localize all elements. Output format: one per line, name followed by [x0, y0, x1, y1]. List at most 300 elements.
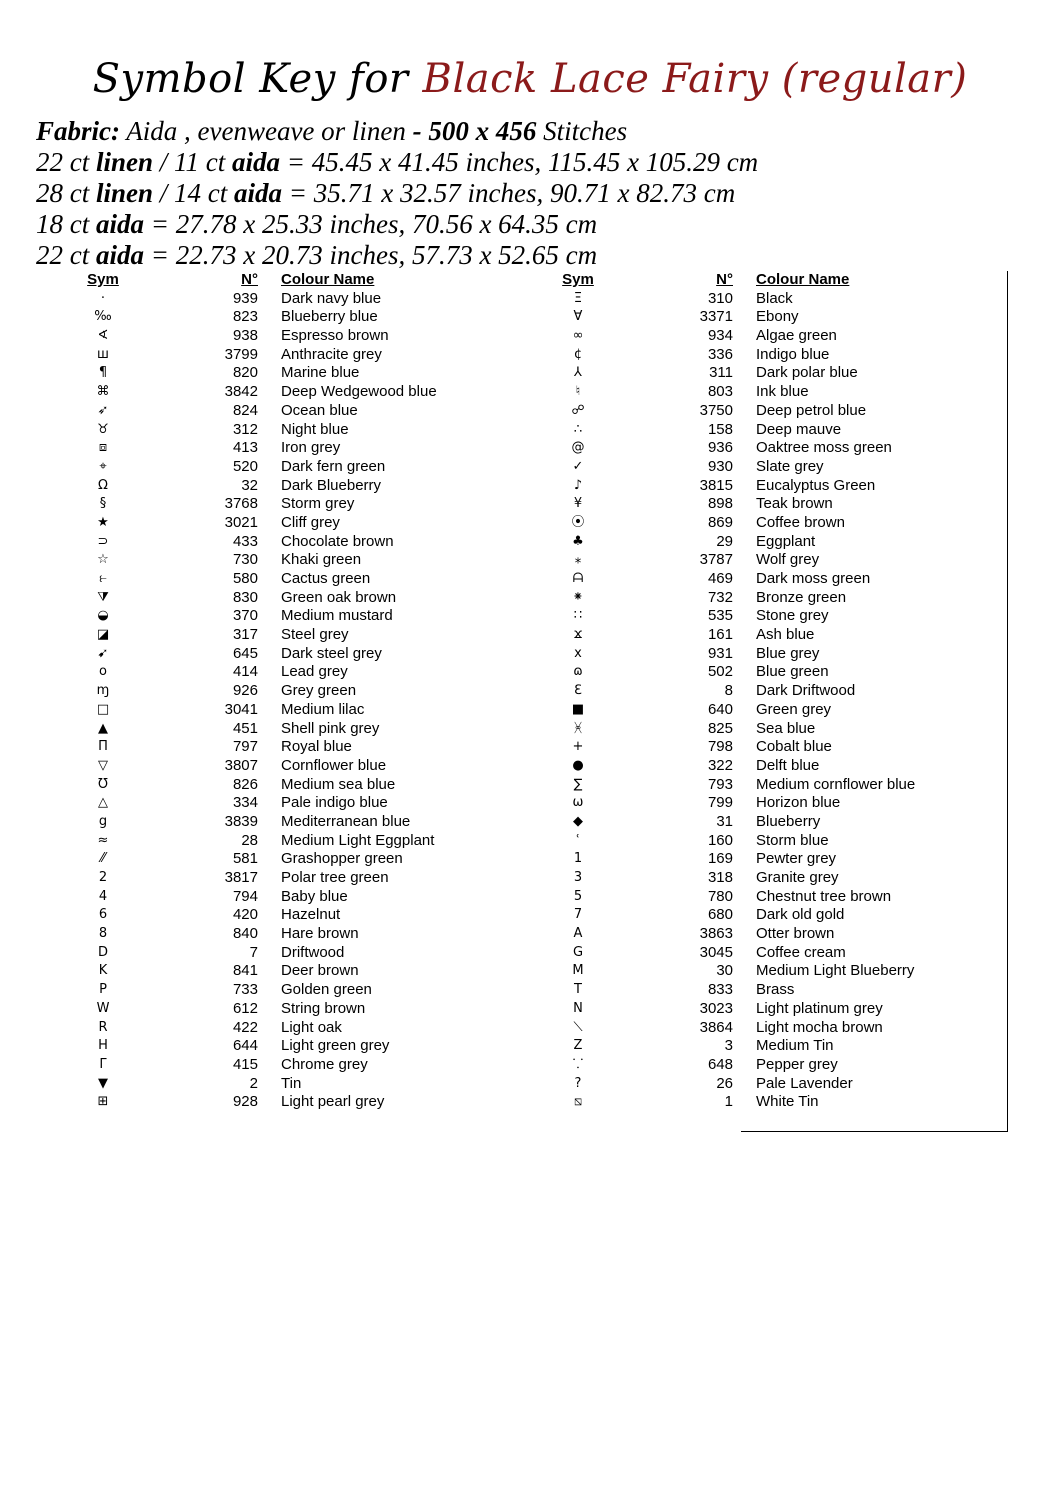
colour-name-cell: Medium Light Eggplant [281, 831, 435, 849]
number-cell: 936 [707, 439, 733, 457]
colour-name-cell: Dark fern green [281, 457, 386, 475]
symbol-cell: ◒ [97, 608, 109, 624]
colour-name-cell: Iron grey [281, 439, 341, 457]
symbol-cell: G [572, 944, 584, 960]
header-number: N° [241, 271, 258, 288]
number-cell: 939 [232, 289, 258, 307]
number-cell: 29 [716, 532, 733, 550]
colour-name-cell: Medium cornflower blue [756, 775, 916, 793]
number-cell: 824 [232, 401, 258, 419]
number-cell: 413 [232, 439, 258, 457]
symbol-cell: Ʊ [98, 776, 108, 792]
colour-name-cell: Chrome grey [281, 1055, 368, 1073]
symbol-cell: ∷ [573, 608, 583, 624]
table-row [535, 850, 975, 869]
number-cell: 3787 [699, 551, 733, 569]
number-cell: 797 [232, 738, 258, 756]
table-row [535, 906, 975, 925]
table-row [60, 794, 500, 813]
number-cell: 733 [232, 981, 258, 999]
colour-name-cell: Coffee cream [756, 943, 846, 961]
spec-text: 18 ct [36, 209, 96, 239]
symbol-cell: ● [572, 757, 584, 773]
symbol-cell: Ξ [573, 290, 583, 306]
number-cell: 612 [232, 999, 258, 1017]
colour-name-cell: Marine blue [281, 364, 360, 382]
spec-fabric-text: Aida , evenweave or linen [120, 116, 413, 146]
table-row [535, 458, 975, 477]
symbol-cell: M [572, 963, 584, 979]
spec-22ct-aida [36, 240, 1036, 271]
number-cell: 3817 [224, 869, 258, 886]
symbol-cell: □ [96, 701, 110, 717]
number-cell: 798 [707, 738, 733, 756]
table-row [60, 477, 500, 496]
colour-name-cell: Medium lilac [281, 700, 365, 718]
colour-name-cell: Green oak brown [281, 588, 397, 606]
number-cell: 928 [232, 1093, 258, 1111]
symbol-cell: R [98, 1019, 108, 1035]
number-cell: 8 [724, 682, 733, 700]
symbol-cell: K [98, 963, 108, 979]
colour-name-cell: Green grey [756, 700, 832, 718]
symbol-cell: A [573, 926, 583, 942]
symbol-cell: ¶ [98, 365, 108, 381]
table-row [535, 682, 975, 701]
table-row [60, 402, 500, 421]
number-cell: 825 [707, 719, 733, 737]
symbol-cell: ⊃ [97, 533, 109, 549]
number-cell: 469 [707, 570, 733, 587]
number-cell: 898 [707, 495, 733, 513]
colour-name-cell: Dark steel grey [281, 644, 382, 662]
symbol-cell: ☍ [571, 402, 585, 418]
number-cell: 3815 [699, 476, 733, 494]
number-cell: 451 [232, 719, 258, 737]
symbol-cell: · [100, 290, 106, 306]
table-row [60, 906, 500, 925]
symbol-cell: 8 [98, 926, 108, 942]
symbol-cell: ω [572, 795, 584, 811]
symbol-cell: ɷ [573, 664, 583, 680]
table-row [535, 589, 975, 608]
colour-name-cell: Horizon blue [756, 794, 841, 812]
symbol-cell: ⧩ [97, 589, 109, 605]
table-row [535, 290, 975, 309]
colour-name-cell: Light platinum grey [756, 999, 883, 1017]
number-cell: 3 [724, 1037, 733, 1055]
symbol-cell: ✓ [572, 458, 584, 474]
spec-text: 22 ct [36, 240, 96, 270]
symbol-cell: ➹ [97, 645, 109, 661]
number-cell: 823 [232, 308, 258, 326]
symbol-cell: ♪ [573, 477, 583, 493]
spec-fabric-sep: - [412, 116, 429, 146]
number-cell: 3807 [224, 756, 258, 774]
table-row [535, 794, 975, 813]
spec-fabric [36, 116, 1036, 147]
number-cell: 311 [709, 364, 733, 382]
symbol-table-right [535, 271, 975, 1112]
number-cell: 930 [707, 457, 733, 475]
colour-name-cell: Chestnut tree brown [756, 887, 892, 905]
number-cell: 3839 [224, 812, 258, 830]
colour-name-cell: Mediterranean blue [281, 812, 411, 830]
number-cell: 3799 [224, 345, 258, 363]
table-row [60, 1037, 500, 1056]
table-row [535, 925, 975, 944]
symbol-cell: P [99, 982, 107, 998]
number-cell: 3045 [699, 943, 733, 961]
colour-name-cell: Storm blue [756, 831, 829, 849]
symbol-cell: ➶ [97, 402, 109, 418]
table-row [60, 607, 500, 626]
symbol-cell: ⥼ [99, 571, 107, 586]
spec-28ct-linen [36, 178, 1036, 209]
number-cell: 31 [716, 812, 733, 830]
symbol-cell: 6 [98, 907, 108, 923]
colour-name-cell: Pale indigo blue [281, 794, 388, 812]
colour-name-cell: Black [756, 289, 793, 307]
number-cell: 520 [232, 457, 258, 475]
symbol-table-left [60, 271, 500, 1112]
colour-name-cell: Deep Wedgewood blue [281, 383, 437, 401]
table-row [535, 551, 975, 570]
number-cell: 833 [707, 981, 733, 999]
number-cell: 803 [707, 383, 733, 401]
table-row [535, 962, 975, 981]
number-cell: 645 [232, 644, 258, 662]
fabric-specs [36, 116, 1036, 271]
symbol-cell: + [572, 739, 584, 755]
table-row [60, 682, 500, 701]
colour-name-cell: Stone grey [756, 607, 829, 625]
symbol-cell: 4 [98, 888, 108, 904]
symbol-cell: ∢ [97, 328, 109, 344]
number-cell: 730 [232, 551, 258, 569]
colour-name-cell: String brown [281, 999, 366, 1017]
colour-name-cell: Pepper grey [756, 1055, 838, 1073]
spec-fabric-label: Fabric: [36, 116, 120, 146]
table-row [535, 327, 975, 346]
symbol-cell: ■ [571, 701, 585, 717]
symbol-cell: ⁎ [574, 552, 582, 568]
number-cell: 32 [241, 476, 258, 494]
number-cell: 336 [707, 345, 733, 363]
colour-name-cell: Light mocha brown [756, 1018, 883, 1036]
symbol-cell: 7 [573, 907, 583, 923]
colour-name-cell: Blueberry [756, 812, 821, 830]
number-cell: 830 [232, 588, 258, 606]
number-cell: 3863 [699, 925, 733, 943]
number-cell: 310 [707, 289, 733, 307]
number-cell: 317 [232, 626, 258, 644]
table-row [60, 720, 500, 739]
colour-name-cell: Ocean blue [281, 401, 358, 419]
table-row [60, 346, 500, 365]
colour-name-cell: Light oak [281, 1018, 342, 1036]
spec-text: = 22.73 x 20.73 inches, 57.73 x 52.65 cm [144, 240, 598, 270]
symbol-cell: 1 [573, 851, 583, 867]
number-cell: 934 [707, 327, 733, 345]
symbol-cell: ϫ [573, 627, 583, 643]
symbol-cell: Ω [98, 477, 108, 493]
colour-name-cell: Blueberry blue [281, 308, 378, 326]
colour-name-cell: Dark polar blue [756, 364, 858, 382]
number-cell: 318 [707, 869, 733, 886]
colour-name-cell: Granite grey [756, 869, 839, 886]
table-border-bottom [741, 1131, 1008, 1132]
symbol-cell: ⁄⁄ [100, 851, 106, 867]
symbol-cell: N [573, 1000, 583, 1016]
table-row [60, 776, 500, 795]
colour-name-cell: Ash blue [756, 626, 815, 644]
colour-name-cell: Hazelnut [281, 906, 341, 924]
colour-name-cell: Khaki green [281, 551, 362, 569]
colour-name-cell: Cliff grey [281, 513, 340, 531]
number-cell: 840 [232, 925, 258, 943]
number-cell: 3864 [699, 1018, 733, 1036]
symbol-cell: ∴ [573, 421, 583, 437]
spec-bold: linen [96, 147, 154, 177]
colour-name-cell: Dark Driftwood [756, 682, 856, 700]
colour-name-cell: Dark moss green [756, 570, 871, 587]
table-row [535, 720, 975, 739]
symbol-cell: ◆ [573, 813, 583, 829]
table-row [60, 1056, 500, 1075]
table-row [60, 308, 500, 327]
table-row [535, 1019, 975, 1038]
colour-name-cell: Deep mauve [756, 420, 842, 438]
symbol-cell: ⧈ [98, 440, 108, 456]
table-row [60, 421, 500, 440]
table-row [60, 589, 500, 608]
number-cell: 799 [707, 794, 733, 812]
symbol-cell: ▼ [98, 1075, 108, 1091]
pattern-name: Black Lace Fairy (regular) [422, 56, 968, 102]
table-row [60, 290, 500, 309]
spec-bold: linen [96, 178, 154, 208]
number-cell: 7 [249, 943, 258, 961]
colour-name-cell: Ebony [756, 308, 799, 326]
number-cell: 169 [707, 850, 733, 868]
number-cell: 648 [707, 1055, 733, 1073]
number-cell: 680 [707, 906, 733, 924]
spec-text: 28 ct [36, 178, 96, 208]
symbol-cell: x [574, 645, 582, 661]
table-row [60, 383, 500, 402]
symbol-cell: ‰ [94, 309, 112, 325]
table-row [60, 1075, 500, 1094]
table-row [60, 1000, 500, 1019]
symbol-cell: H [98, 1038, 108, 1054]
colour-name-cell: Cornflower blue [281, 756, 387, 774]
spec-bold: aida [232, 147, 281, 177]
symbol-cell: ⦿ [571, 514, 585, 530]
colour-name-cell: Cobalt blue [756, 738, 832, 756]
number-cell: 820 [232, 364, 258, 382]
spec-fabric-suffix: Stitches [536, 116, 628, 146]
symbol-cell: ᚸ [574, 720, 582, 736]
colour-name-cell: Brass [756, 981, 795, 999]
symbol-cell: ▲ [98, 720, 108, 736]
colour-name-cell: Golden green [281, 981, 372, 999]
colour-name-cell: Shell pink grey [281, 719, 380, 737]
number-cell: 161 [707, 626, 733, 644]
colour-name-cell: Indigo blue [756, 345, 830, 363]
number-cell: 3768 [224, 495, 258, 513]
symbol-cell: W [96, 1000, 110, 1016]
table-row [60, 757, 500, 776]
symbol-cell: ★ [97, 514, 109, 530]
table-row [535, 869, 975, 888]
number-cell: 732 [707, 588, 733, 606]
symbol-cell: ◪ [96, 627, 110, 643]
symbol-cell: ∞ [572, 328, 584, 344]
colour-name-cell: Light pearl grey [281, 1093, 385, 1111]
table-row [535, 495, 975, 514]
number-cell: 3041 [224, 700, 258, 718]
colour-name-cell: Cactus green [281, 570, 371, 587]
colour-name-cell: Medium sea blue [281, 775, 396, 793]
symbol-cell: ♮ [575, 384, 581, 400]
symbol-cell: ʿ [576, 832, 580, 848]
colour-name-cell: Espresso brown [281, 327, 389, 345]
symbol-cell: ⸪ [572, 1056, 584, 1072]
table-row [535, 570, 975, 589]
symbol-cell: △ [98, 795, 108, 811]
table-row [60, 850, 500, 869]
colour-name-cell: Night blue [281, 420, 349, 438]
table-row [60, 869, 500, 888]
colour-name-cell: Deep petrol blue [756, 401, 867, 419]
colour-name-cell: Teak brown [756, 495, 833, 513]
symbol-cell: ≈ [97, 832, 109, 848]
symbol-cell: Z [573, 1038, 583, 1054]
table-row [535, 626, 975, 645]
spec-text: = 27.78 x 25.33 inches, 70.56 x 64.35 cm [144, 209, 598, 239]
spec-bold: aida [96, 209, 145, 239]
number-cell: 420 [232, 906, 258, 924]
symbol-cell: ⅄ [574, 365, 582, 381]
number-cell: 640 [707, 700, 733, 718]
symbol-cell: ⧅ [573, 1094, 583, 1110]
header-colour-name: Colour Name [281, 271, 375, 288]
symbol-cell: ∑ [573, 776, 583, 792]
header-sym: Sym [87, 271, 119, 288]
number-cell: 3021 [224, 513, 258, 531]
table-row [60, 813, 500, 832]
table-row [60, 626, 500, 645]
number-cell: 3371 [699, 308, 733, 326]
colour-name-cell: Coffee brown [756, 513, 845, 531]
symbol-cell: ℇ [574, 683, 582, 699]
table-row [535, 701, 975, 720]
symbol-cell: 2 [98, 870, 108, 885]
symbol-cell: Ɐ [573, 309, 583, 325]
table-row [535, 776, 975, 795]
number-cell: 312 [232, 420, 258, 438]
table-row [535, 533, 975, 552]
spec-text: = 45.45 x 41.45 inches, 115.45 x 105.29 cm [280, 147, 759, 177]
header-colour-name: Colour Name [756, 271, 850, 288]
colour-name-cell: Grey green [281, 682, 357, 700]
number-cell: 334 [232, 794, 258, 812]
colour-name-cell: Dark Blueberry [281, 476, 382, 494]
table-row [535, 757, 975, 776]
table-row [60, 551, 500, 570]
symbol-cell: ⁕ [572, 589, 584, 605]
table-row [535, 1075, 975, 1094]
number-cell: 322 [707, 756, 733, 774]
symbol-cell: g [98, 813, 108, 829]
table-row [60, 327, 500, 346]
table-row [60, 832, 500, 851]
spec-text: / 11 ct [153, 147, 233, 177]
number-cell: 794 [232, 887, 258, 905]
number-cell: 415 [232, 1055, 258, 1073]
number-cell: 793 [707, 775, 733, 793]
number-cell: 826 [232, 775, 258, 793]
symbol-cell: Π [98, 739, 108, 755]
symbol-cell: o [99, 664, 107, 680]
number-cell: 780 [707, 887, 733, 905]
colour-name-cell: Dark old gold [756, 906, 845, 924]
colour-name-cell: Deer brown [281, 962, 359, 980]
symbol-cell: ⌘ [96, 384, 110, 400]
symbol-cell: ♣ [572, 533, 584, 549]
table-row [535, 645, 975, 664]
spec-text: / 14 ct [153, 178, 235, 208]
table-row [60, 645, 500, 664]
colour-name-cell: Tin [281, 1074, 302, 1092]
symbol-cell: ? [574, 1075, 582, 1091]
symbol-cell: ¢ [573, 346, 583, 362]
symbol-cell: ▽ [98, 757, 108, 773]
colour-name-cell: Eggplant [756, 532, 816, 550]
symbol-cell: D [97, 944, 108, 960]
table-row [535, 364, 975, 383]
colour-name-cell: Hare brown [281, 925, 359, 943]
colour-name-cell: White Tin [756, 1093, 819, 1111]
number-cell: 370 [232, 607, 258, 625]
table-row [535, 439, 975, 458]
table-row [60, 514, 500, 533]
number-cell: 841 [232, 962, 258, 980]
table-border-right [1007, 271, 1008, 1131]
table-row [60, 364, 500, 383]
table-row [60, 533, 500, 552]
colour-name-cell: Delft blue [756, 756, 820, 774]
colour-name-cell: Bronze green [756, 588, 847, 606]
table-row [535, 832, 975, 851]
colour-name-cell: Algae green [756, 327, 837, 345]
table-row [535, 477, 975, 496]
colour-name-cell: Medium Light Blueberry [756, 962, 915, 980]
number-cell: 2 [249, 1074, 258, 1092]
header-sym: Sym [562, 271, 594, 288]
table-row [60, 570, 500, 589]
colour-name-cell: Sea blue [756, 719, 816, 737]
table-row [535, 663, 975, 682]
colour-name-cell: Medium mustard [281, 607, 393, 625]
spec-bold: aida [96, 240, 145, 270]
colour-name-cell: Grashopper green [281, 850, 403, 868]
symbol-cell: ᗩ [572, 571, 584, 586]
spec-18ct-aida [36, 209, 1036, 240]
number-cell: 3750 [699, 401, 733, 419]
symbol-cell: 5 [573, 888, 583, 904]
